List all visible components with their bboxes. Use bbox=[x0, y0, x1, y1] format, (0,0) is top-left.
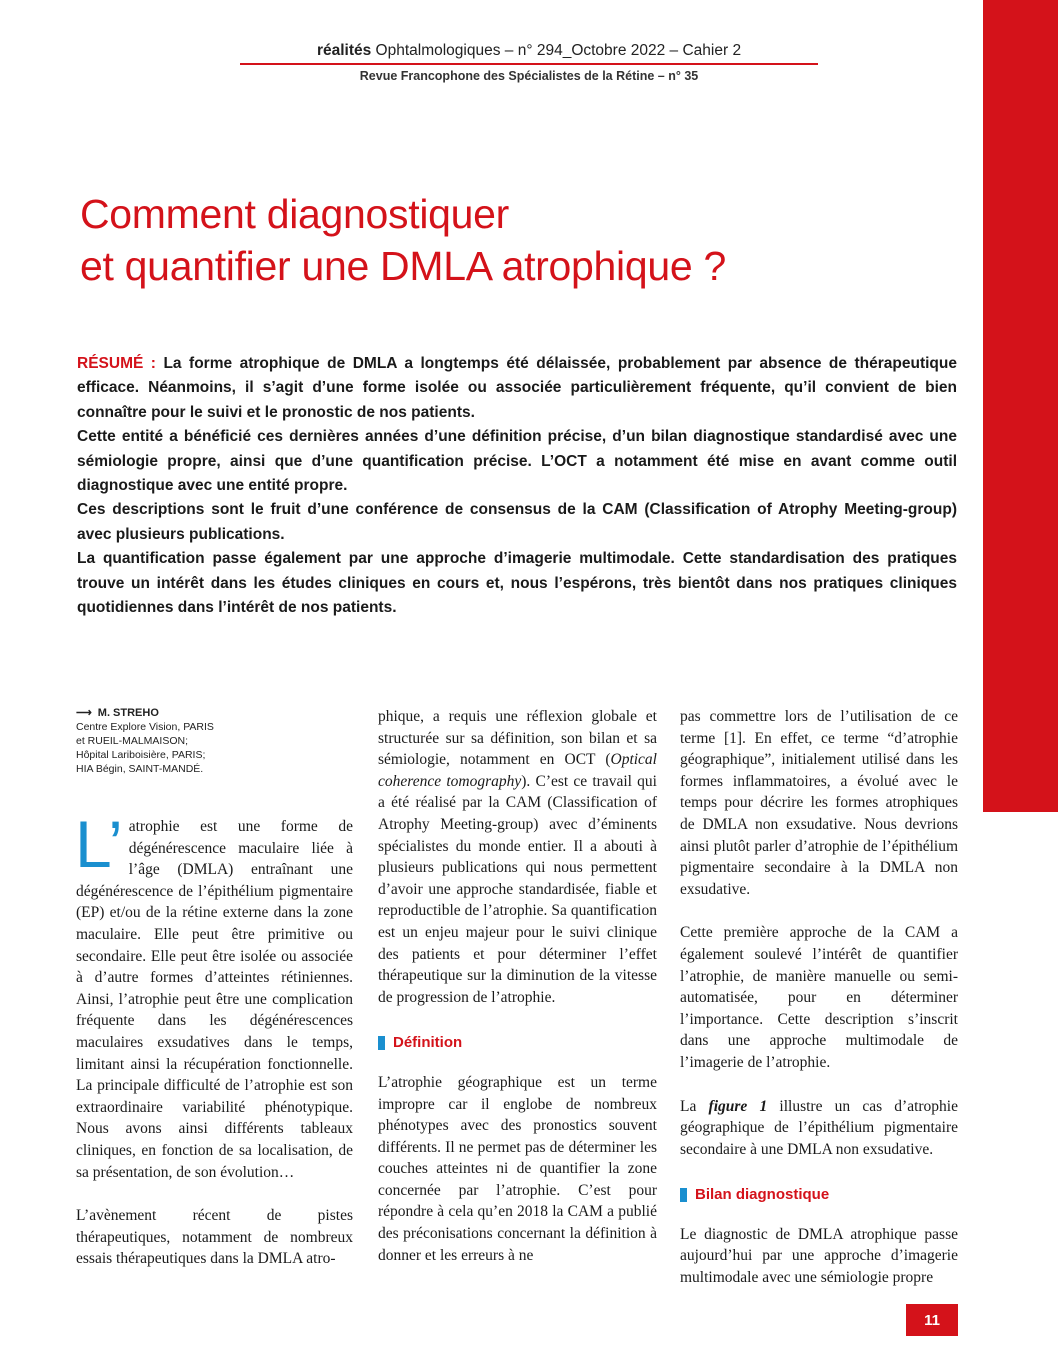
abstract-para-3: Ces descriptions sont le fruit d’une conférence de consensus de la CAM (Classification of Atrophy Meeting-group) avec plusieurs publications. bbox=[77, 501, 957, 543]
arrow-right-icon: ⟶ bbox=[76, 707, 92, 719]
author-block bbox=[76, 706, 353, 776]
abstract bbox=[77, 352, 957, 620]
affiliation-line: et RUEIL-MALMAISON; bbox=[76, 735, 189, 747]
body-text: phique, a requis une réflexion globale et structurée sur sa définition, son bilan et sa sémiologie, notamment en OCT ( bbox=[378, 708, 657, 769]
abstract-para-4: La quantification passe également par une approche d’imagerie multimodale. Cette standardisation des pratiques trouve un intérêt dans les études cliniques en cours et, nous l’espérons, très bientôt dans nos pratiques cliniques quotidiennes dans l’intérêt de nos patients. bbox=[77, 550, 957, 617]
body-para: L’atrophie géographique est un terme impropre car il englobe de nombreux phénotypes avec des pronostics souvent différents. Il ne permet pas de déterminer les couches atteintes ni de quantifier la zone concernée par l’atrophie. C’est pour répondre à cela qu’en 2018 la CAM a publié des préconisations concernant la définition à donner et les erreurs à ne bbox=[378, 1073, 657, 1264]
page-header bbox=[240, 42, 818, 83]
body-para: pas commettre lors de l’utilisation de ce terme [1]. En effet, ce terme “d’atrophie géographique”, initialement utilisé dans les formes inflammatoires, a évolué avec le temps pour décrire les formes atrophiques de DMLA non exsudative. Nous devrions ainsi plutôt parler d’atrophie de l’épithélium pigmentaire secondaire à la DMLA non exsudative. bbox=[680, 708, 958, 898]
author-affiliations bbox=[76, 720, 353, 776]
affiliation-line: Centre Explore Vision, PARIS bbox=[76, 721, 214, 733]
journal-subtitle: Revue Francophone des Spécialistes de la Rétine – n° 35 bbox=[359, 69, 699, 83]
column-3 bbox=[680, 706, 958, 1289]
body-para: Cette première approche de la CAM a également soulevé l’intérêt de quantifier l’atrophie, de manière manuelle ou semi-automatisée, pour en déterminer l’importance. Cette description s’inscrit dans une approche multimodale de l’imagerie de l’atrophie. bbox=[680, 924, 958, 1071]
body-para: L’avènement récent de pistes thérapeutiques, notamment de nombreux essais thérapeutiques dans la DMLA atro- bbox=[76, 1207, 353, 1268]
page-number: 11 bbox=[906, 1304, 958, 1336]
title-line-2: et quantifier une DMLA atrophique ? bbox=[80, 243, 726, 289]
body-text: illustre un cas d’atrophie géographique de l’épithélium pigmentaire secondaire à une DMLA non exsudative. bbox=[680, 1097, 958, 1158]
author-name-line bbox=[76, 706, 353, 720]
intro-text: atrophie est une forme de dégénérescence maculaire liée à l’âge (DMLA) entraînant une dégénérescence de l’épithélium pigmentaire (EP) et/ou de la rétine externe dans la zone maculaire. Elle peut être primitive ou secondaire. Elle peut être isolée ou associée à d’autre formes d’atteintes rétiniennes. Ainsi, l’atrophie peut être une complication fréquente dans les dégénérescences maculaires exsudatives dans le temps, limitant ainsi la récupération fonctionnelle. La principale difficulté de l’atrophie est son extraordinaire variabilité phénotypique. Nous avons ainsi différents tableaux cliniques, en fonction de sa localisation, de sa présentation, de son évolution… bbox=[76, 818, 353, 1181]
body-para bbox=[680, 1096, 958, 1161]
section-heading-text: Définition bbox=[393, 1034, 463, 1052]
affiliation-line: Hôpital Lariboisière, PARIS; bbox=[76, 749, 206, 761]
body-text: ). C’est ce travail qui a été réalisé par la CAM (Classification of Atrophy Meeting-group) avec d’éminents spécialistes du monde entier. Il a abouti à plusieurs publications qui nous permettent d’avoir une approche standardisée, fiable et reproductible de l’atrophie. Sa quantification est un enjeu majeur pour le suivi clinique des patients et pour déterminer l’effet thérapeutique sur la diminution de la vitesse de progression de l’atrophie. bbox=[378, 772, 657, 1006]
body-italic: Optical coherence tomography bbox=[378, 751, 657, 790]
column-1 bbox=[76, 706, 353, 1270]
figure-reference-link[interactable]: figure 1 bbox=[708, 1097, 768, 1115]
journal-line bbox=[240, 42, 818, 60]
body-para-intro bbox=[75, 807, 353, 1183]
body-para bbox=[378, 706, 657, 1008]
journal-brand: réalités bbox=[316, 42, 372, 59]
column-2 bbox=[378, 706, 657, 1266]
sidebar-red-bar bbox=[983, 0, 1058, 812]
body-text: La bbox=[680, 1097, 709, 1115]
square-bullet-icon bbox=[680, 1188, 687, 1202]
section-heading-bilan bbox=[680, 1184, 958, 1206]
drop-cap: L’ bbox=[75, 807, 123, 881]
abstract-para-2: Cette entité a bénéficié ces dernières années d’une définition précise, d’un bilan diagnostique standardisé avec une sémiologie propre, ainsi que d’une quantification précise. L’OCT a notamment été mise en avant comme outil diagnostique avec une entité propre. bbox=[77, 428, 957, 495]
abstract-text-1: La forme atrophique de DMLA a longtemps été délaissée, probablement par absence de thérapeutique efficace. Néanmoins, il s’agit d’une forme isolée ou associée particulièrement fréquente, qu’il convient de bien connaître pour le suivi et le pronostic de nos patients. bbox=[77, 355, 957, 421]
section-heading-text: Bilan diagnostique bbox=[695, 1186, 830, 1204]
body-para: Le diagnostic de DMLA atrophique passe aujourd’hui par une approche d’imagerie multimodale avec une sémiologie propre bbox=[680, 1225, 958, 1287]
author-name: M. STREHO bbox=[97, 707, 159, 719]
title-line-1: Comment diagnostiquer bbox=[80, 191, 509, 237]
abstract-para-1 bbox=[77, 352, 957, 425]
journal-issue: Ophtalmologiques – n° 294_Octobre 2022 – Cahier 2 bbox=[371, 42, 742, 59]
affiliation-line: HIA Bégin, SAINT-MANDÉ. bbox=[76, 763, 204, 775]
square-bullet-icon bbox=[378, 1036, 385, 1050]
article-title bbox=[80, 188, 960, 292]
header-rule bbox=[240, 63, 818, 65]
section-heading-definition bbox=[378, 1032, 657, 1054]
abstract-label: RÉSUMÉ : bbox=[77, 355, 156, 372]
